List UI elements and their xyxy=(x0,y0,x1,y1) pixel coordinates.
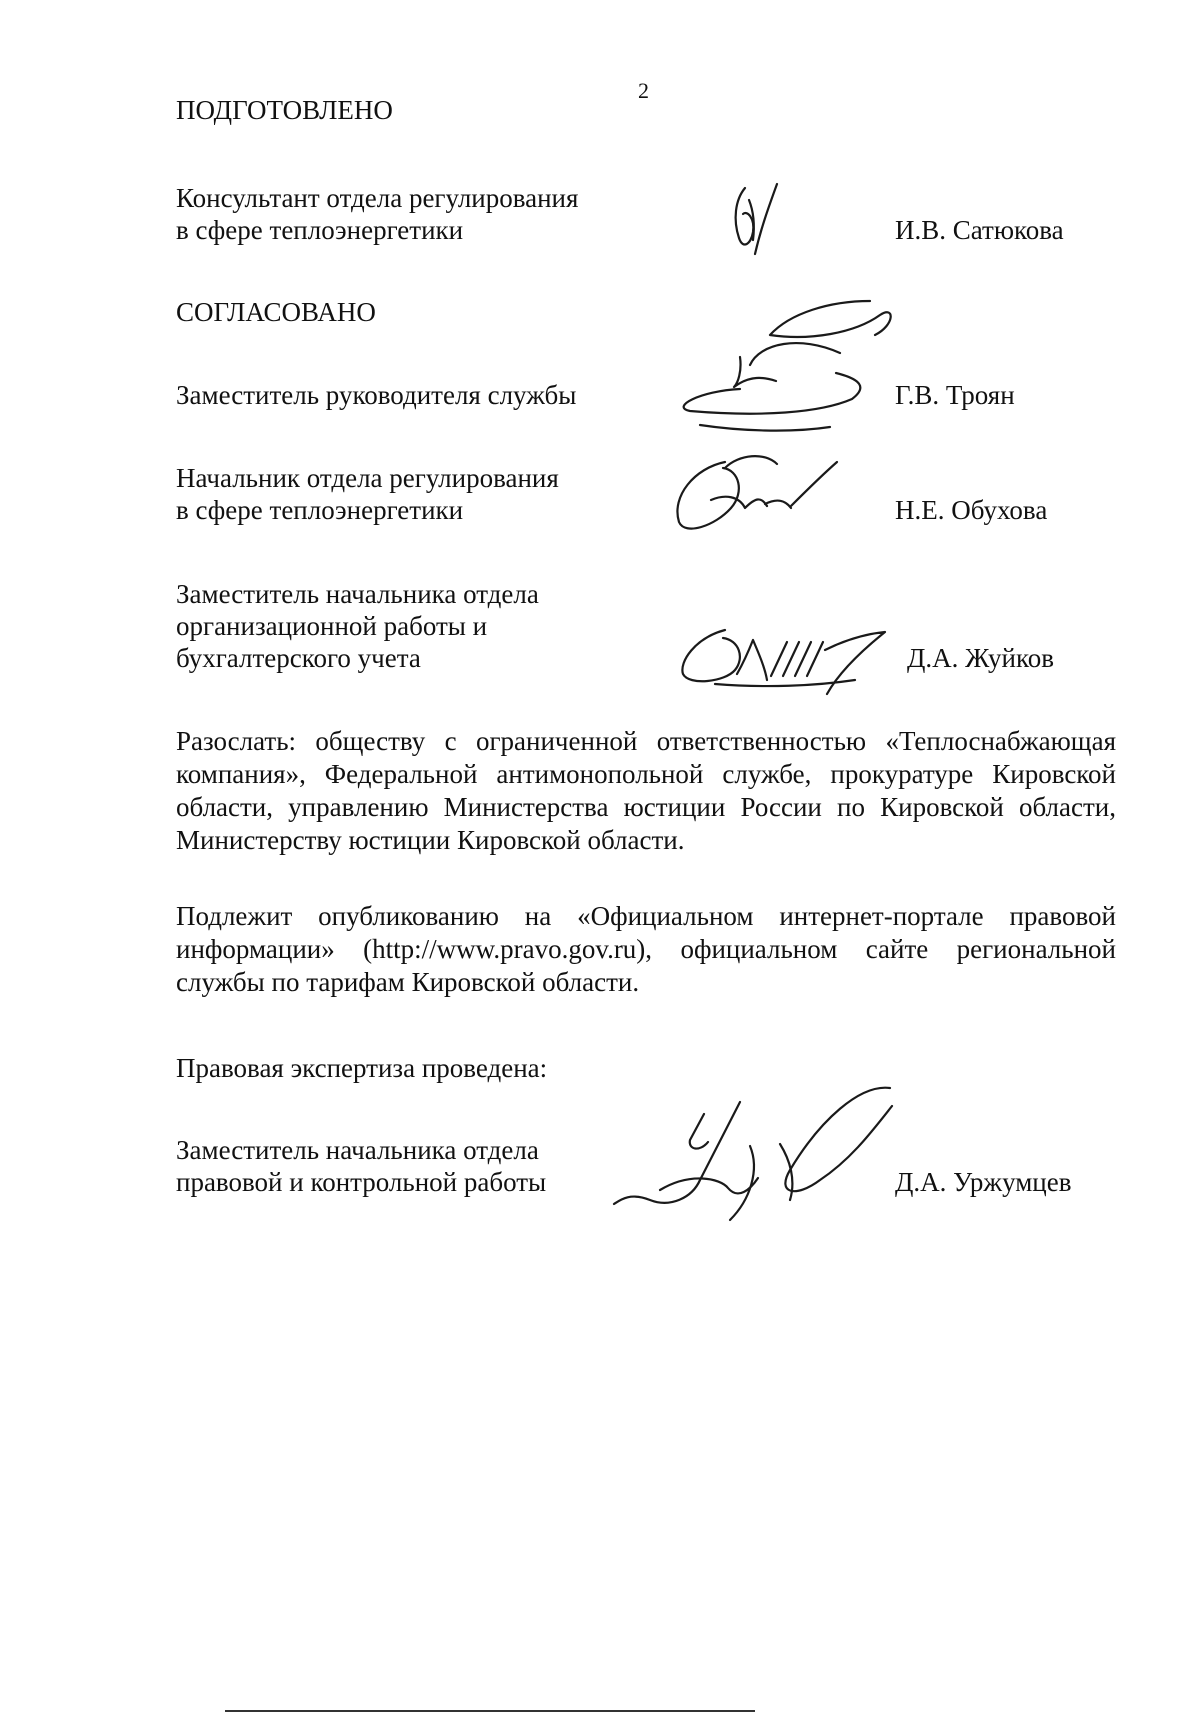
legal-review-position-line2: правовой и контрольной работы xyxy=(176,1167,547,1197)
distribution-text: Разослать: обществу с ограниченной ответственностью «Теплоснабжающая компания», Федеральной антимонопольной службе, прокуратуре Кировской области, управлению Министерства юстиции России по Кировской области, Министерству юстиции Кировской области. xyxy=(176,726,1116,855)
prepared-heading: ПОДГОТОВЛЕНО xyxy=(176,95,393,125)
agreed-heading: СОГЛАСОВАНО xyxy=(176,297,376,327)
publication-text: Подлежит опубликованию на «Официальном интернет-портале правовой информации» (http://www.pravo.gov.ru), официальном сайте региональной службы по тарифам Кировской области. xyxy=(176,901,1116,997)
signer-2-position-line1: Начальник отдела регулирования xyxy=(176,463,559,493)
prepared-position-line1: Консультант отдела регулирования xyxy=(176,183,579,213)
signer-2-name: Н.Е. Обухова xyxy=(895,495,1048,525)
signer-2-position-line2: в сфере теплоэнергетики xyxy=(176,495,464,525)
signer-1-position: Заместитель руководителя службы xyxy=(176,380,577,410)
signature-zhuykov xyxy=(675,620,905,700)
prepared-name: И.В. Сатюкова xyxy=(895,215,1064,245)
signer-3-position-line2: организационной работы и xyxy=(176,611,488,641)
signature-urzhumtsev xyxy=(600,1080,900,1230)
signer-1-name: Г.В. Троян xyxy=(895,380,1015,410)
prepared-position-line2: в сфере теплоэнергетики xyxy=(176,215,464,245)
signature-satyukova xyxy=(725,180,785,260)
signature-troyan xyxy=(680,295,920,445)
signer-3-position-line1: Заместитель начальника отдела xyxy=(176,579,539,609)
legal-review-heading: Правовая экспертиза проведена: xyxy=(176,1053,548,1083)
page-number: 2 xyxy=(638,78,649,103)
signer-3-position-line3: бухгалтерского учета xyxy=(176,643,421,673)
signature-obukhova xyxy=(665,448,845,538)
legal-review-name: Д.А. Уржумцев xyxy=(895,1167,1072,1197)
legal-review-position-line1: Заместитель начальника отдела xyxy=(176,1135,539,1165)
bottom-rule xyxy=(225,1710,755,1712)
signer-3-name: Д.А. Жуйков xyxy=(907,643,1054,673)
